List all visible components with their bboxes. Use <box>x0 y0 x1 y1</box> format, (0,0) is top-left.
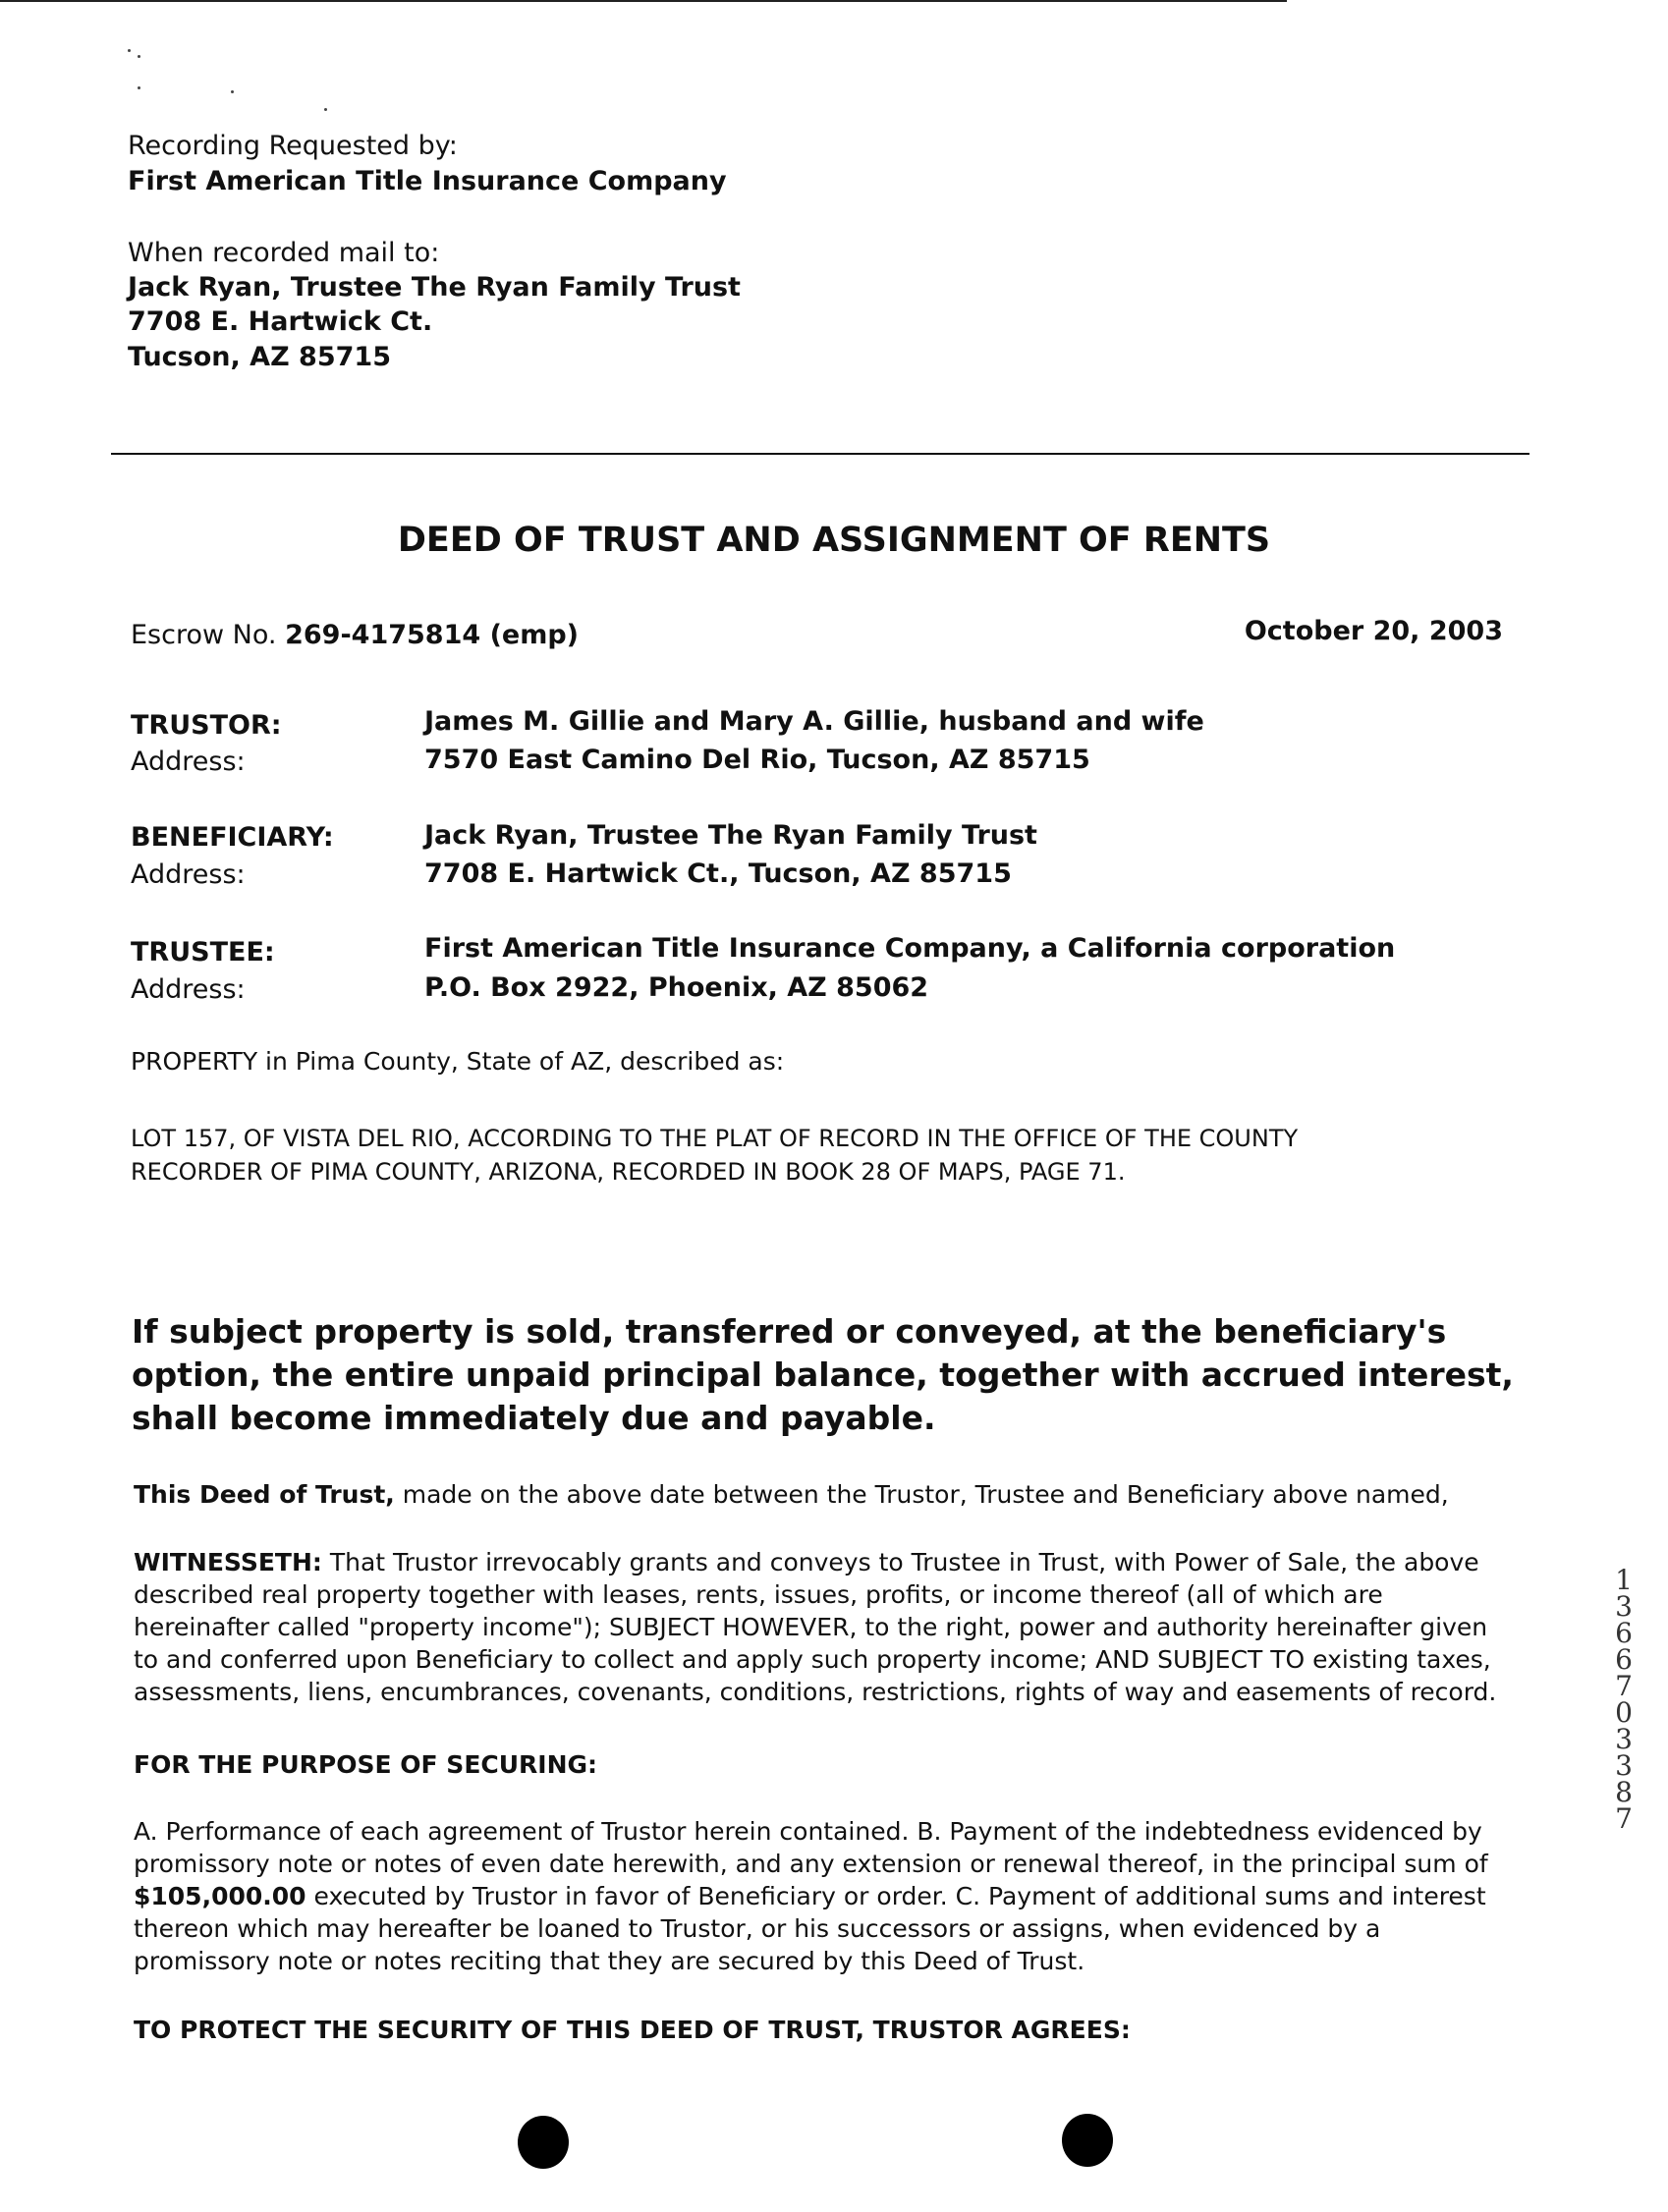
side-recording-stamp: 13667 03387 <box>1615 1564 1633 1835</box>
document-title: DEED OF TRUST AND ASSIGNMENT OF RENTS <box>397 521 1271 560</box>
legal-line: RECORDER OF PIMA COUNTY, ARIZONA, RECORDED IN BOOK 28 OF MAPS, PAGE 71. <box>131 1158 1126 1186</box>
party-role: TRUSTEE: <box>131 937 275 968</box>
witnesseth-lead: WITNESSETH: <box>134 1548 322 1576</box>
party-address-label: Address: <box>131 747 246 777</box>
party-role: BENEFICIARY: <box>131 822 334 853</box>
party-address-label: Address: <box>131 974 246 1005</box>
page-top-border <box>0 0 1287 2</box>
property-legal-description <box>131 1122 1555 1189</box>
party-role: TRUSTOR: <box>131 710 282 741</box>
mail-to-city: Tucson, AZ 85715 <box>128 342 391 372</box>
party-name: James M. Gillie and Mary A. Gillie, husband and wife <box>424 706 1204 737</box>
party-address-label: Address: <box>131 859 246 890</box>
securing-heading: FOR THE PURPOSE OF SECURING: <box>134 1750 598 1779</box>
party-address: 7708 E. Hartwick Ct., Tucson, AZ 85715 <box>424 858 1012 889</box>
binder-hole <box>518 2116 569 2169</box>
principal-amount: $105,000.00 <box>134 1882 306 1910</box>
scan-speck <box>138 55 140 58</box>
party-address: P.O. Box 2922, Phoenix, AZ 85062 <box>424 972 929 1003</box>
legal-line: LOT 157, OF VISTA DEL RIO, ACCORDING TO THE PLAT OF RECORD IN THE OFFICE OF THE COUNTY <box>131 1125 1299 1152</box>
escrow-number: 269-4175814 (emp) <box>285 620 580 650</box>
binder-hole <box>1062 2114 1113 2167</box>
party-name: First American Title Insurance Company, a California corporation <box>424 933 1396 964</box>
deed-intro-text: made on the above date between the Trustor, Trustee and Beneficiary above named, <box>394 1480 1449 1509</box>
escrow-label: Escrow No. <box>131 620 277 650</box>
witnesseth-paragraph <box>134 1546 1509 1708</box>
securing-text-after: executed by Trustor in favor of Beneficiary or order. C. Payment of additional sums and interest thereon which may hereafter be loaned to Trustor, or his successors or assigns, when evidenced by a promissory note or notes reciting that they are secured by this Deed of Trust. <box>134 1882 1486 1975</box>
escrow-line <box>131 618 579 653</box>
scan-speck <box>138 86 140 89</box>
scan-speck <box>231 90 234 93</box>
recording-requested-by: First American Title Insurance Company <box>128 166 727 196</box>
mail-to-label: When recorded mail to: <box>128 238 440 268</box>
party-name: Jack Ryan, Trustee The Ryan Family Trust <box>424 820 1037 851</box>
mail-to-street: 7708 E. Hartwick Ct. <box>128 306 433 337</box>
witnesseth-text: That Trustor irrevocably grants and conveys to Trustee in Trust, with Power of Sale, the above described real property together with leases, rents, issues, profits, or income thereof (all of which are hereinafter called "property income"); SUBJECT HOWEVER, to the right, power and authority hereinafter given to and conferred upon Beneficiary to collect and apply such property income; AND SUBJECT TO existing taxes, assessments, liens, encumbrances, covenants, conditions, restrictions, rights of way and easements of record. <box>134 1548 1497 1706</box>
header-divider <box>111 453 1529 455</box>
document-date: October 20, 2003 <box>1244 616 1503 646</box>
party-address: 7570 East Camino Del Rio, Tucson, AZ 85715 <box>424 745 1090 775</box>
securing-paragraph <box>134 1815 1509 1977</box>
protect-heading: TO PROTECT THE SECURITY OF THIS DEED OF TRUST, TRUSTOR AGREES: <box>134 2016 1131 2044</box>
scan-speck <box>324 108 327 111</box>
securing-text-before: A. Performance of each agreement of Trustor herein contained. B. Payment of the indebtedness evidenced by promissory note or notes of even date herewith, and any extension or renewal thereof, in the principal sum of <box>134 1817 1488 1878</box>
property-intro: PROPERTY in Pima County, State of AZ, described as: <box>131 1047 785 1076</box>
deed-intro <box>134 1478 1509 1511</box>
recording-requested-label: Recording Requested by: <box>128 131 458 161</box>
mail-to-name: Jack Ryan, Trustee The Ryan Family Trust <box>128 272 741 303</box>
due-on-sale-clause: If subject property is sold, transferred or conveyed, at the beneficiary's option, the entire unpaid principal balance, together with accrued interest, shall become immediately due and payable. <box>132 1312 1514 1437</box>
deed-intro-lead: This Deed of Trust, <box>134 1480 395 1509</box>
scan-speck <box>128 49 131 52</box>
